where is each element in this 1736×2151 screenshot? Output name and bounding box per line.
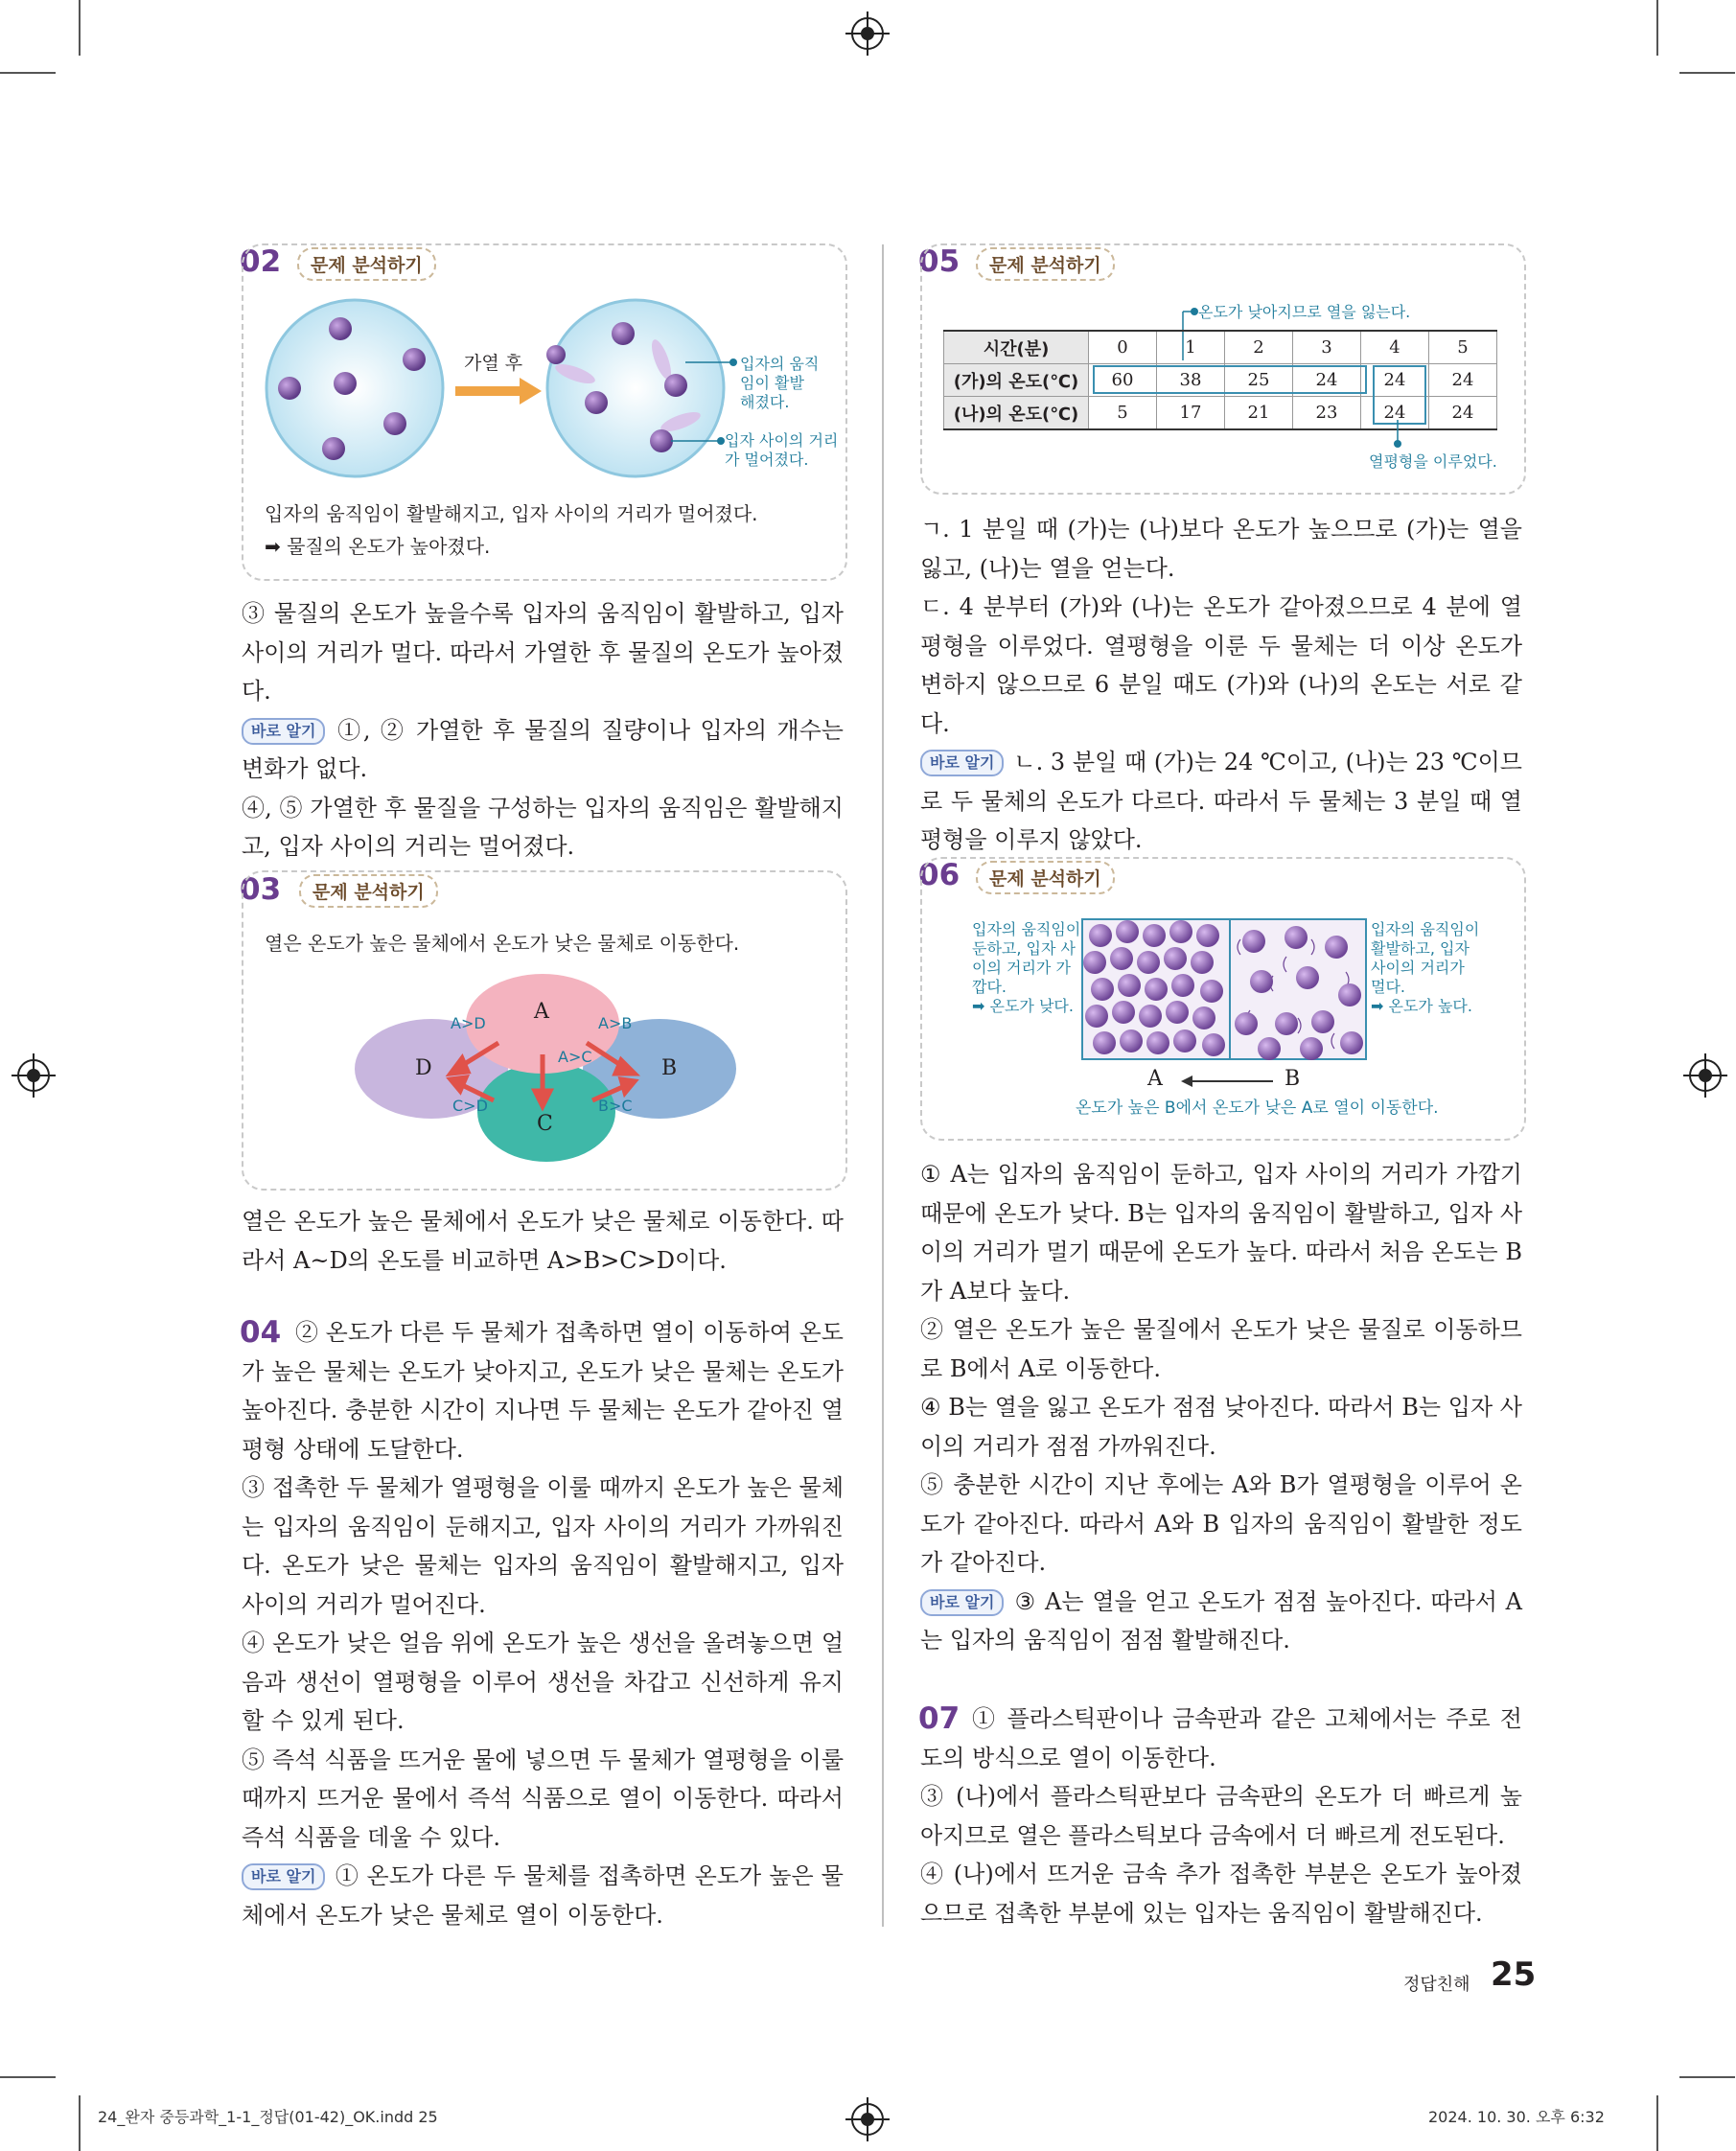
page-number: 25 bbox=[1491, 1955, 1537, 1994]
registration-mark bbox=[17, 1059, 50, 1092]
arrow-label-ab: A>B bbox=[598, 1014, 633, 1032]
right-note: 입자의 움직임이 활발하고, 입자 사이의 거리가 멀다. ➡ 온도가 높다. bbox=[1371, 920, 1480, 1015]
crop-mark bbox=[79, 0, 81, 56]
baro-algi-chip: 바로 알기 bbox=[920, 750, 1004, 776]
question-number: 03 bbox=[240, 872, 282, 907]
q02-caption-conclusion: ➡ 물질의 온도가 높아졌다. bbox=[265, 535, 491, 558]
crop-mark bbox=[1679, 72, 1735, 74]
arrow-label-ad: A>D bbox=[451, 1014, 486, 1032]
question-number: 07 bbox=[918, 1701, 961, 1736]
analysis-tag: 문제 분석하기 bbox=[299, 874, 438, 908]
question-number: 05 bbox=[918, 244, 961, 279]
registration-mark bbox=[851, 2103, 884, 2136]
q02-explain2: ④, ⑤ 가열한 후 물질을 구성하는 입자의 움직임은 활발해지고, 입자 사이의 거리는 멀어졌다. bbox=[242, 794, 844, 860]
highlight-equilibrium-box bbox=[1373, 365, 1426, 425]
label-b: B bbox=[1285, 1067, 1301, 1091]
registration-mark bbox=[1689, 1059, 1722, 1092]
bottom-note-leader bbox=[1392, 420, 1403, 449]
q05-explanation: ㄱ. 1 분일 때 (가)는 (나)보다 온도가 높으므로 (가)는 열을 잃고, (나)는 열을 얻는다. ㄷ. 4 분부터 (가)와 (나)는 온도가 같아졌으므로 4 분에 열평형을 이루었다. 열평형을 이룬 두 물체는 더 이상 온도가 변하지 않으므로 6 분일 때도 (가)와 (나)의 온도는 서로 같다. 바로 알기 ㄴ. 3 분일 때 (가)는 24 ℃이고, (나)는 23 ℃이므로 두 물체의 온도가 다르다. 따라서 두 물체는 3 분일 때 열평형을 이루지 않았다. bbox=[920, 516, 1522, 853]
q03-box-caption: 열은 온도가 높은 물체에서 온도가 낮은 물체로 이동한다. bbox=[265, 932, 740, 955]
q02-baro: 바로 알기 ①, ② 가열한 후 물질의 질량이나 입자의 개수는 변화가 없다. bbox=[242, 716, 844, 782]
crop-mark bbox=[1679, 2076, 1735, 2078]
bottom-note: 열평형을 이루었다. bbox=[1369, 452, 1497, 471]
question-number: 02 bbox=[240, 244, 282, 279]
analysis-tag: 문제 분석하기 bbox=[976, 247, 1115, 281]
arrow-label-bc: B>C bbox=[598, 1097, 633, 1115]
arrow-label-cd: C>D bbox=[452, 1097, 488, 1115]
crop-mark bbox=[1656, 0, 1658, 56]
print-timestamp: 2024. 10. 30. 오후 6:32 bbox=[1428, 2108, 1605, 2126]
arrow-label: 가열 후 bbox=[464, 353, 523, 374]
heat-flow-diagram bbox=[355, 968, 738, 1169]
q02-explain1: ③ 물질의 온도가 높을수록 입자의 움직임이 활발하고, 입자 사이의 거리가 멀다. 따라서 가열한 후 물질의 온도가 높아졌다. bbox=[242, 600, 844, 705]
analysis-tag: 문제 분석하기 bbox=[297, 247, 436, 281]
q06-caption: 온도가 높은 B에서 온도가 낮은 A로 열이 이동한다. bbox=[1076, 1099, 1439, 1118]
q02-caption: 입자의 움직임이 활발해지고, 입자 사이의 거리가 멀어졌다. bbox=[265, 502, 758, 525]
baro-algi-chip: 바로 알기 bbox=[920, 1589, 1004, 1616]
note-distance: 입자 사이의 거리 가 멀어졌다. bbox=[725, 431, 839, 469]
baro-algi-chip: 바로 알기 bbox=[242, 1863, 325, 1890]
baro-algi-chip: 바로 알기 bbox=[242, 718, 325, 745]
label-c: C bbox=[537, 1112, 553, 1136]
label-d: D bbox=[415, 1056, 432, 1080]
left-note: 입자의 움직임이 둔하고, 입자 사 이의 거리가 가 깝다. ➡ 온도가 낮다. bbox=[972, 920, 1081, 1015]
q07-p1: ① 플라스틱판이나 금속판과 같은 고체에서는 주로 전도의 방식으로 열이 이동한다. bbox=[920, 1705, 1522, 1771]
crop-mark bbox=[1656, 2095, 1658, 2151]
heat-flow-arrow bbox=[1179, 1072, 1275, 1091]
label-a: A bbox=[534, 1000, 549, 1024]
crop-mark bbox=[0, 2076, 56, 2078]
after-heating-circle bbox=[547, 300, 724, 476]
q02-explanation bbox=[242, 594, 844, 867]
highlight-row-box bbox=[1093, 365, 1367, 394]
question-number: 06 bbox=[918, 858, 961, 892]
crop-mark bbox=[0, 72, 56, 74]
label-a: A bbox=[1147, 1067, 1163, 1091]
particle-box-diagram bbox=[1081, 918, 1369, 1062]
q03-explanation: 열은 온도가 높은 물체에서 온도가 낮은 물체로 이동한다. 따라서 A~D의 온도를 비교하면 A>B>C>D이다. bbox=[242, 1208, 844, 1274]
section-label: 정답친해 bbox=[1403, 1975, 1470, 1995]
registration-mark bbox=[851, 17, 884, 50]
q06-explanation: ① A는 입자의 움직임이 둔하고, 입자 사이의 거리가 가깝기 때문에 온도가 낮다. B는 입자의 움직임이 활발하고, 입자 사이의 거리가 멀기 때문에 온도가 높다. 따라서 처음 온도는 B가 A보다 높다. ② 열은 온도가 높은 물질에서 온도가 낮은 물질로 이동하므로 B에서 A로 이동한다. ④ B는 열을 잃고 온도가 점점 낮아진다. 따라서 B는 입자 사이의 거리가 점점 가까워진다. ⑤ 충분한 시간이 지난 후에는 A와 B가 열평형을 이루어 온도가 같아진다. 따라서 A와 B 입자의 움직임이 활발한 정도가 같아진다. 바로 알기 ③ A는 열을 얻고 온도가 점점 높아진다. 따라서 A는 입자의 움직임이 점점 활발해진다. bbox=[920, 1161, 1522, 1654]
q04-explanation: ③ 접촉한 두 물체가 열평형을 이룰 때까지 온도가 높은 물체는 입자의 움직임이 둔해지고, 입자 사이의 거리가 가까워진다. 온도가 낮은 물체는 입자의 움직임이 활발해지고, 입자 사이의 거리가 멀어진다. ④ 온도가 낮은 얼음 위에 온도가 높은 생선을 올려놓으면 얼음과 생선이 열평형을 이루어 생선을 차갑고 신선하게 유지할 수 있게 된다. ⑤ 즉석 식품을 뜨거운 물에 넣으면 두 물체가 열평형을 이룰 때까지 뜨거운 물에서 즉석 식품으로 열이 이동한다. 따라서 즉석 식품을 데울 수 있다. 바로 알기 ① 온도가 다른 두 물체를 접촉하면 온도가 높은 물체에서 온도가 낮은 물체로 열이 이동한다. bbox=[242, 1474, 844, 1929]
column-divider bbox=[882, 244, 884, 1927]
analysis-tag: 문제 분석하기 bbox=[976, 861, 1115, 894]
note-motion: 입자의 움직 임이 활발 해졌다. bbox=[740, 355, 820, 411]
arrow-label-ac: A>C bbox=[558, 1048, 592, 1066]
question-number: 04 bbox=[240, 1315, 282, 1350]
label-b: B bbox=[661, 1056, 678, 1080]
file-slug: 24_완자 중등과학_1-1_정답(01-42)_OK.indd 25 bbox=[98, 2108, 438, 2126]
q04-p1: ② 온도가 다른 두 물체가 접촉하면 열이 이동하여 온도가 높은 물체는 온도가 낮아지고, 온도가 낮은 물체는 온도가 높아진다. 충분한 시간이 지나면 두 물체는 온도가 같아진 열평형 상태에 도달한다. bbox=[242, 1319, 844, 1463]
crop-mark bbox=[79, 2095, 81, 2151]
top-note: 온도가 낮아지므로 열을 잃는다. bbox=[1198, 303, 1411, 321]
temperature-table: 시간(분) 0 1 2 3 4 5 (가)의 온도(℃) 60 38 25 24 24 24 (나)의 온도(℃) 5 17 21 23 24 24 bbox=[943, 330, 1497, 430]
q07-explanation: ③ (나)에서 플라스틱판보다 금속판의 온도가 더 빠르게 높아지므로 열은 플라스틱보다 금속에서 더 빠르게 전도된다. ④ (나)에서 뜨거운 금속 추가 접촉한 부분은 온도가 높아졌으므로 접촉한 부분에 있는 입자는 움직임이 활발해진다. bbox=[920, 1783, 1522, 1927]
